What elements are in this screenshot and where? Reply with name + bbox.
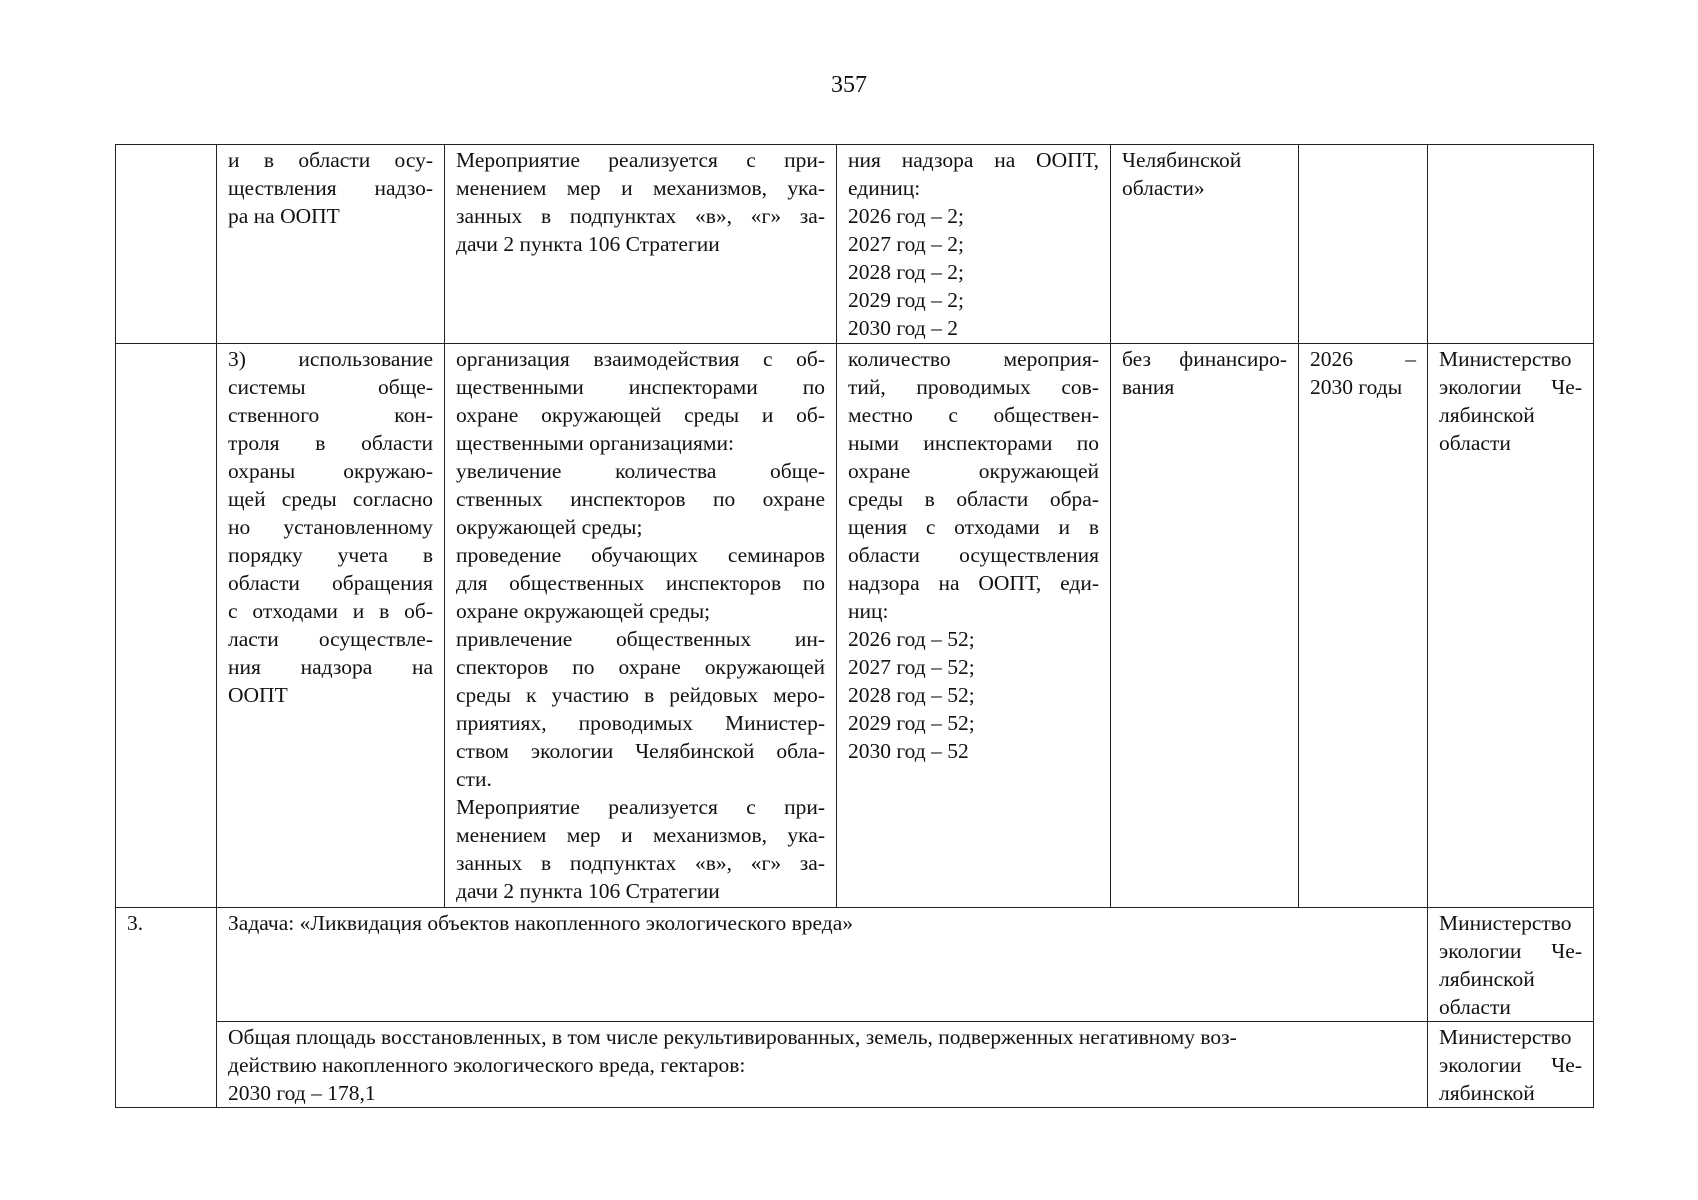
cell-line: Мероприятие реализуется с при- [456,795,825,819]
financing-cell [1111,344,1299,908]
cell-line: без финансиро- [1122,347,1287,371]
cell-line: Общая площадь восстановленных, в том числе рекультивированных, земель, подверженных негативному воз- [228,1025,1237,1049]
table-row [116,344,1594,908]
cell-line: приятиях, проводимых Министер- [456,711,825,735]
cell-line: ниц: [848,599,889,623]
cell-line: области осуществления [848,543,1099,567]
cell-line: щения с отходами и в [848,515,1099,539]
cell-line: спекторов по охране окружающей [456,655,825,679]
responsible-cell [1428,344,1594,908]
cell-line: тий, проводимых сов- [848,375,1099,399]
cell-line: действию накопленного экологического вреда, гектаров: [228,1053,746,1077]
responsible-cell [1428,145,1594,344]
cell-line: 2027 год – 2; [848,232,964,256]
cell-line: единиц: [848,176,921,200]
cell-line: 2028 год – 2; [848,260,964,284]
cell-line: охране окружающей среды; [456,599,711,623]
cell-line: лябинской [1439,403,1535,427]
cell-line: Мероприятие реализуется с при- [456,148,825,172]
cell-line: ществления надзо- [228,176,433,200]
cell-line: лябинской [1439,967,1535,991]
cell-line: привлечение общественных ин- [456,627,825,651]
cell-line: 2030 годы [1310,375,1403,399]
table-row [116,908,1594,1022]
cell-line: Челябинской [1122,148,1242,172]
task-title-cell [217,908,1428,1022]
cell-line: 2026 год – 2; [848,204,964,228]
cell-line: Министерство [1439,911,1572,935]
cell-line: менением мер и механизмов, ука- [456,176,825,200]
measure-description-cell [445,145,837,344]
cell-line: охране окружающей [848,459,1099,483]
cell-line: ния надзора на [228,655,433,679]
cell-line: Министерство [1439,347,1572,371]
cell-line: экологии Че- [1439,1053,1582,1077]
cell-line: области» [1122,176,1205,200]
cell-line: увеличение количества обще- [456,459,825,483]
cell-line: области [1439,431,1511,455]
cell-line: порядку учета в [228,543,433,567]
measures-table [115,144,1594,1108]
period-cell [1299,145,1428,344]
target-indicator-cell [217,1022,1428,1108]
number-cell [116,344,217,908]
cell-line: троля в области [228,431,433,455]
responsible-cell [1428,1022,1594,1108]
cell-line: 2029 год – 2; [848,288,964,312]
cell-line: для общественных инспекторов по [456,571,825,595]
cell-line: 3) использование [228,347,433,371]
cell-line: 2030 год – 178,1 [228,1081,376,1105]
cell-line: местно с обществен- [848,403,1099,427]
cell-line: щественными организациями: [456,431,734,455]
task-number-cell [116,908,217,1108]
cell-line: ственных инспекторов по охране [456,487,825,511]
cell-line: системы обще- [228,375,433,399]
cell-line: ния надзора на ООПТ, [848,148,1099,172]
cell-line: ООПТ [228,683,288,707]
cell-line: лябинской [1439,1081,1535,1105]
period-cell [1299,344,1428,908]
cell-line: дачи 2 пункта 106 Стратегии [456,232,720,256]
cell-line: 2026 – [1310,347,1416,371]
cell-line: занных в подпунктах «в», «г» за- [456,204,825,228]
cell-line: охраны окружаю- [228,459,433,483]
cell-line: но установленному [228,515,433,539]
cell-line: ством экологии Челябинской обла- [456,739,825,763]
measure-name-cell [217,344,445,908]
table-row [116,145,1594,344]
cell-line: среды в области обра- [848,487,1099,511]
cell-line: Министерство [1439,1025,1572,1049]
indicator-cell [837,344,1111,908]
cell-line: области [1439,995,1511,1019]
cell-line: щественными инспекторами по [456,375,825,399]
cell-line: 2029 год – 52; [848,711,975,735]
cell-line: среды к участию в рейдовых меро- [456,683,825,707]
cell-line: занных в подпунктах «в», «г» за- [456,851,825,875]
cell-line: количество мероприя- [848,347,1099,371]
cell-line: охране окружающей среды и об- [456,403,825,427]
cell-line: и в области осу- [228,148,433,172]
cell-line: организация взаимодействия с об- [456,347,825,371]
cell-line: надзора на ООПТ, еди- [848,571,1099,595]
cell-line: с отходами и в об- [228,599,433,623]
cell-line: 2030 год – 52 [848,739,969,763]
cell-line: ными инспекторами по [848,431,1099,455]
task-title: Задача: «Ликвидация объектов накопленного экологического вреда» [228,911,853,935]
cell-line: ра на ООПТ [228,204,340,228]
table-row [116,1022,1594,1108]
cell-line: сти. [456,767,492,791]
cell-line: экологии Че- [1439,375,1582,399]
financing-cell [1111,145,1299,344]
cell-line: дачи 2 пункта 106 Стратегии [456,879,720,903]
cell-line: менением мер и механизмов, ука- [456,823,825,847]
cell-line: окружающей среды; [456,515,643,539]
measure-name-cell [217,145,445,344]
cell-line: 2027 год – 52; [848,655,975,679]
cell-line: щей среды согласно [228,487,433,511]
cell-line: проведение обучающих семинаров [456,543,825,567]
responsible-cell [1428,908,1594,1022]
cell-line: 2030 год – 2 [848,316,958,340]
cell-line: экологии Че- [1439,939,1582,963]
indicator-cell [837,145,1111,344]
measure-description-cell [445,344,837,908]
task-number: 3. [127,911,144,935]
cell-line: 2028 год – 52; [848,683,975,707]
number-cell [116,145,217,344]
cell-line: вания [1122,375,1175,399]
cell-line: ственного кон- [228,403,433,427]
cell-line: области обращения [228,571,433,595]
page-number: 357 [831,72,867,98]
cell-line: ласти осуществле- [228,627,433,651]
cell-line: 2026 год – 52; [848,627,975,651]
